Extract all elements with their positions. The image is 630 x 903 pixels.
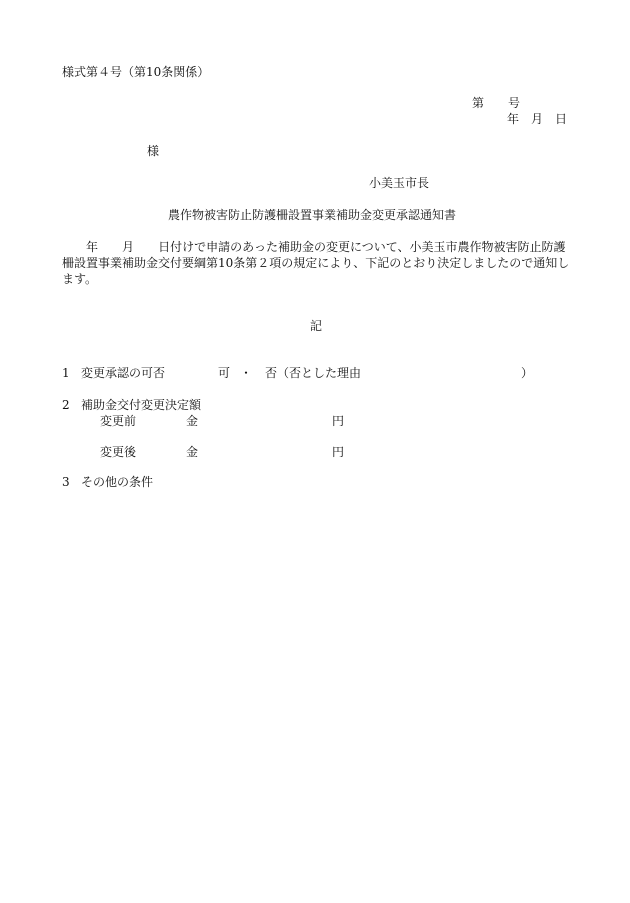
item2-after-yen: 円 (332, 445, 345, 459)
item1-close: ） (521, 366, 534, 380)
issuer-name: 小美玉市長 (369, 176, 430, 190)
item2-before-kin: 金 (186, 414, 199, 428)
item1-deny: 否（否とした理由 (265, 366, 362, 380)
item2-number: 2 (62, 398, 70, 412)
form-label: 様式第４号（第10条関係） (62, 65, 210, 79)
item2-label: 補助金交付変更決定額 (81, 398, 202, 412)
item2-after-label: 変更後 (100, 445, 137, 459)
document-title: 農作物被害防止防護柵設置事業補助金変更承認通知書 (168, 208, 457, 222)
body-month: 月 (122, 240, 135, 254)
item3-number: 3 (62, 475, 70, 489)
body-text: 日付けで申請のあった補助金の変更について、小美玉市農作物被害防止防護柵設置事業補助金交付要綱第10条第２項の規定により、下記のとおり決定しましたので通知します。 (62, 240, 570, 286)
body-paragraph (62, 239, 570, 287)
item1-approve: 可 (218, 366, 231, 380)
item2-after-kin: 金 (186, 445, 199, 459)
item1-number: 1 (62, 366, 70, 380)
item1-separator: ・ (240, 366, 253, 380)
document-date: 年 月 日 (507, 112, 568, 126)
addressee-suffix: 様 (147, 144, 160, 158)
item2-before-yen: 円 (332, 414, 345, 428)
item1-label: 変更承認の可否 (81, 366, 166, 380)
body-year: 年 (86, 240, 99, 254)
item2-before-label: 変更前 (100, 414, 137, 428)
item3-label: その他の条件 (81, 475, 154, 489)
ki-heading: 記 (310, 319, 323, 333)
document-number: 第 号 (472, 96, 521, 110)
